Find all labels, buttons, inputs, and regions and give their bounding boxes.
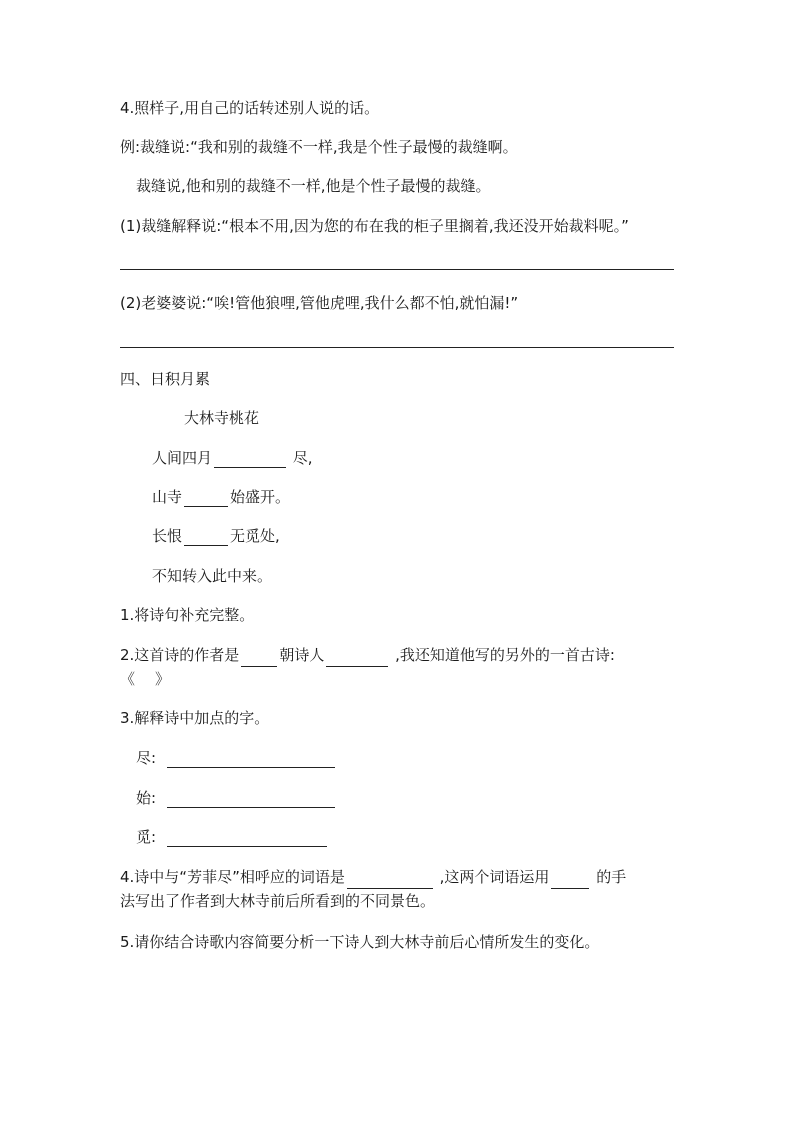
poem-line-2-start: 山寺 bbox=[152, 488, 183, 506]
example-answer: 裁缝说,他和别的裁缝不一样,他是个性子最慢的裁缝。 bbox=[136, 177, 491, 195]
define-mi bbox=[136, 827, 329, 847]
poem-title: 大林寺桃花 bbox=[184, 409, 260, 427]
poem-line-3-end: 无觅处, bbox=[230, 527, 280, 545]
poem-line-4: 不知转入此中来。 bbox=[152, 567, 273, 585]
define-shi-blank[interactable] bbox=[167, 791, 335, 808]
question-4 bbox=[120, 865, 680, 913]
question-4-part-c: 的手 bbox=[596, 868, 627, 886]
poem-line-2-blank[interactable] bbox=[184, 490, 228, 507]
open-title-bracket: 《 bbox=[120, 670, 136, 688]
question-4-part-a: 4.诗中与“芳菲尽”相呼应的词语是 bbox=[120, 868, 345, 886]
section-four-heading: 四、日积月累 bbox=[120, 370, 211, 388]
question-4-part-d: 法写出了作者到大林寺前后所看到的不同景色。 bbox=[120, 892, 436, 910]
poem-line-2-end: 始盛开。 bbox=[230, 488, 291, 506]
item-2-answer-line[interactable] bbox=[120, 347, 674, 348]
define-jin-label: 尽: bbox=[136, 749, 157, 767]
poet-name-blank[interactable] bbox=[326, 650, 388, 667]
item-1-answer-line[interactable] bbox=[120, 269, 674, 270]
question-2 bbox=[120, 643, 680, 691]
poem-line-3-start: 长恨 bbox=[152, 527, 183, 545]
item-1-quote: (1)裁缝解释说:“根本不用,因为您的布在我的柜子里搁着,我还没开始裁料呢。” bbox=[120, 217, 629, 235]
define-shi bbox=[136, 788, 337, 808]
poem-line-3-blank[interactable] bbox=[184, 529, 228, 546]
poem-line-1-start: 人间四月 bbox=[152, 449, 213, 467]
poem-line-3 bbox=[152, 526, 280, 546]
echo-phrase-blank[interactable] bbox=[347, 872, 433, 889]
define-mi-label: 觅: bbox=[136, 828, 157, 846]
close-title-bracket: 》 bbox=[155, 670, 171, 688]
question-4-part-b: ,这两个词语运用 bbox=[439, 868, 550, 886]
define-jin bbox=[136, 748, 337, 768]
question-2-part-b: 朝诗人 bbox=[279, 646, 325, 664]
question-5: 5.请你结合诗歌内容简要分析一下诗人到大林寺前后心情所发生的变化。 bbox=[120, 933, 600, 951]
technique-blank[interactable] bbox=[551, 872, 589, 889]
poem-line-1-blank[interactable] bbox=[214, 451, 286, 468]
question-2-part-c: ,我还知道他写的另外的一首古诗: bbox=[395, 646, 615, 664]
question-3: 3.解释诗中加点的字。 bbox=[120, 709, 270, 727]
define-mi-blank[interactable] bbox=[167, 830, 327, 847]
define-jin-blank[interactable] bbox=[167, 751, 335, 768]
question-1: 1.将诗句补充完整。 bbox=[120, 606, 255, 624]
poem-line-1 bbox=[152, 448, 313, 468]
poem-line-1-end: 尽, bbox=[292, 449, 313, 467]
dynasty-blank[interactable] bbox=[241, 650, 277, 667]
question-2-part-a: 2.这首诗的作者是 bbox=[120, 646, 240, 664]
define-shi-label: 始: bbox=[136, 789, 157, 807]
poem-line-2 bbox=[152, 487, 290, 507]
transfer-heading: 4.照样子,用自己的话转述别人说的话。 bbox=[120, 99, 380, 117]
example-quote: 例:裁缝说:“我和别的裁缝不一样,我是个性子最慢的裁缝啊。 bbox=[120, 138, 518, 156]
item-2-quote: (2)老婆婆说:“唉!管他狼哩,管他虎哩,我什么都不怕,就怕漏!” bbox=[120, 294, 519, 312]
